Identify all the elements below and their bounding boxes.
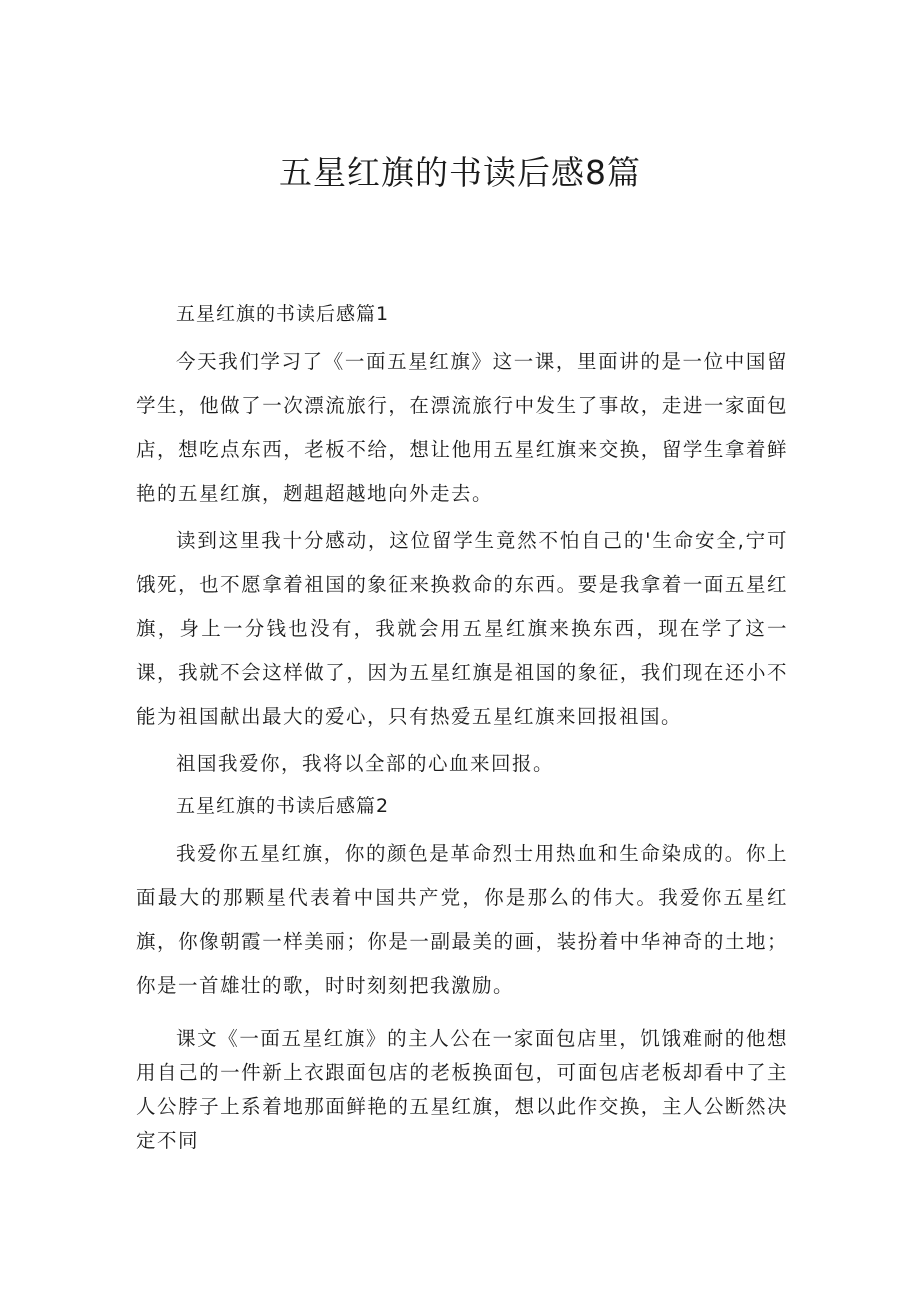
paragraph: 今天我们学习了《一面五星红旗》这一课，里面讲的是一位中国留学生，他做了一次漂流旅行，在漂流旅行中发生了事故，走进一家面包店，想吃点东西，老板不给，想让他用五星红旗来交换，留学生拿着鲜艳的五星红旗，趔趄超越地向外走去。 bbox=[136, 350, 788, 505]
paragraph: 课文《一面五星红旗》的主人公在一家面包店里，饥饿难耐的他想用自己的一件新上衣跟面包店的老板换面包，可面包店老板却看中了主人公脖子上系着地那面鲜艳的五星红旗，想以此作交换，主人公断然决定不同 bbox=[136, 1027, 788, 1152]
document-title: 五星红旗的书读后感8篇 bbox=[279, 153, 641, 192]
section-heading-1: 五星红旗的书读后感篇1 bbox=[176, 303, 390, 325]
section-heading-2: 五星红旗的书读后感篇2 bbox=[176, 795, 390, 817]
document-body bbox=[136, 297, 788, 1161]
paragraph: 读到这里我十分感动，这位留学生竟然不怕自己的'生命安全,宁可饿死，也不愿拿着祖国的象征来换救命的东西。要是我拿着一面五星红旗，身上一分钱也没有，我就会用五星红旗来换东西，现在学了这一课，我就不会这样做了，因为五星红旗是祖国的象征，我们现在还小不能为祖国献出最大的爱心，只有热爱五星红旗来回报祖国。 bbox=[136, 529, 788, 728]
paragraph: 我爱你五星红旗，你的颜色是革命烈士用热血和生命染成的。你上面最大的那颗星代表着中国共产党，你是那么的伟大。我爱你五星红旗，你像朝霞一样美丽；你是一副最美的画，装扮着中华神奇的土地；你是一首雄壮的歌，时时刻刻把我激励。 bbox=[136, 842, 788, 997]
paragraph: 祖国我爱你，我将以全部的心血来回报。 bbox=[176, 752, 555, 775]
